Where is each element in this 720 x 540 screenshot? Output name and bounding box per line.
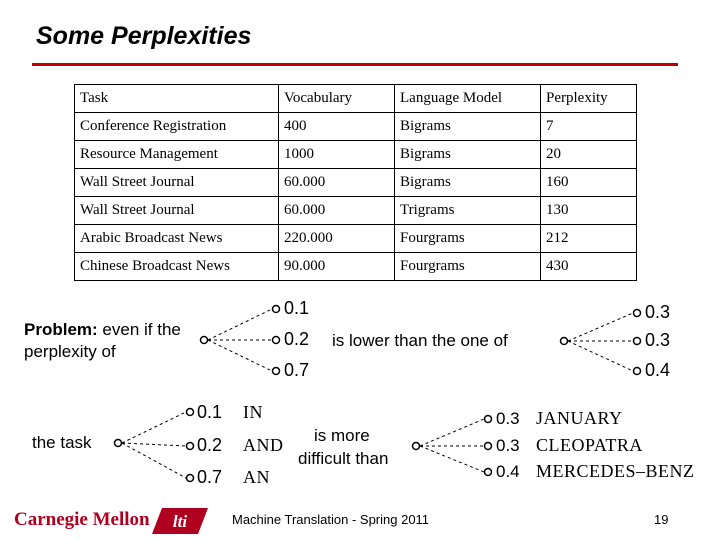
cell-task: Chinese Broadcast News: [75, 253, 279, 281]
cell-language-model: Bigrams: [395, 113, 541, 141]
cell-perplexity: 212: [541, 225, 637, 253]
node-dot: [273, 368, 280, 375]
word-option: CLEOPATRA: [536, 435, 643, 455]
word-option: AND: [243, 435, 284, 455]
cell-perplexity: 20: [541, 141, 637, 169]
cell-language-model: Bigrams: [395, 169, 541, 197]
cell-perplexity: 160: [541, 169, 637, 197]
prob-value: 0.3: [496, 409, 520, 428]
lti-logo: [150, 506, 210, 536]
cell-vocabulary: 400: [279, 113, 395, 141]
cell-language-model: Trigrams: [395, 197, 541, 225]
page-number: 19: [654, 512, 669, 527]
node-dot: [561, 338, 568, 345]
problem-line-2: perplexity of: [24, 342, 116, 361]
prob-value: 0.4: [496, 462, 520, 481]
cell-perplexity: 130: [541, 197, 637, 225]
branch-line: [420, 446, 484, 472]
prob-value: 0.3: [645, 330, 671, 350]
node-dot: [273, 337, 280, 344]
problem-label: Problem:: [24, 320, 98, 339]
prob-value: 0.3: [645, 302, 671, 322]
prob-value: 0.4: [645, 360, 671, 380]
start-label: the task: [32, 433, 92, 452]
branch-line: [122, 443, 186, 478]
comparison-line-2: difficult than: [298, 449, 389, 468]
prob-value: 0.7: [197, 467, 223, 487]
word-option: AN: [243, 467, 270, 487]
prob-value: 0.7: [284, 360, 310, 380]
branch-line: [420, 419, 484, 446]
node-dot: [485, 469, 492, 476]
prob-value: 0.1: [284, 298, 310, 318]
cell-vocabulary: 90.000: [279, 253, 395, 281]
word-option: JANUARY: [536, 408, 623, 428]
cell-vocabulary: 60.000: [279, 197, 395, 225]
cell-task: Conference Registration: [75, 113, 279, 141]
branch-line: [568, 341, 633, 371]
node-dot: [273, 306, 280, 313]
cell-vocabulary: 1000: [279, 141, 395, 169]
node-dot: [634, 310, 641, 317]
word-option: IN: [243, 402, 263, 422]
cell-task: Wall Street Journal: [75, 197, 279, 225]
cell-task: Resource Management: [75, 141, 279, 169]
comparison-text: is lower than the one of: [332, 331, 508, 350]
node-dot: [413, 443, 420, 450]
node-dot: [201, 337, 208, 344]
comparison-line-1: is more: [314, 426, 370, 445]
prob-value: 0.1: [197, 402, 223, 422]
header-perplexity: Perplexity: [541, 85, 637, 113]
carnegie-mellon-logo: Carnegie Mellon: [14, 509, 150, 530]
branch-line: [208, 340, 272, 371]
prob-value: 0.2: [284, 329, 310, 349]
node-dot: [187, 475, 194, 482]
branch-line: [208, 309, 272, 340]
header-vocabulary: Vocabulary: [279, 85, 395, 113]
cell-language-model: Fourgrams: [395, 225, 541, 253]
node-dot: [187, 409, 194, 416]
branch-line: [122, 412, 186, 443]
node-dot: [634, 338, 641, 345]
cell-perplexity: 7: [541, 113, 637, 141]
prob-value: 0.3: [496, 436, 520, 455]
slide-title: Some Perplexities: [36, 22, 252, 50]
word-option: MERCEDES–BENZ: [536, 461, 695, 481]
node-dot: [634, 368, 641, 375]
lti-logo-text: lti: [172, 512, 188, 531]
header-language-model: Language Model: [395, 85, 541, 113]
cell-perplexity: 430: [541, 253, 637, 281]
cell-language-model: Bigrams: [395, 141, 541, 169]
cell-vocabulary: 220.000: [279, 225, 395, 253]
cell-vocabulary: 60.000: [279, 169, 395, 197]
problem-line-1: [24, 320, 181, 340]
node-dot: [485, 443, 492, 450]
problem-text: even if the: [97, 320, 181, 339]
footer-course-title: Machine Translation - Spring 2011: [232, 512, 430, 527]
cell-task: Arabic Broadcast News: [75, 225, 279, 253]
cell-language-model: Fourgrams: [395, 253, 541, 281]
node-dot: [187, 443, 194, 450]
branch-line: [122, 443, 186, 446]
node-dot: [485, 416, 492, 423]
prob-value: 0.2: [197, 435, 223, 455]
branch-line: [568, 313, 633, 341]
header-task: Task: [75, 85, 279, 113]
cell-task: Wall Street Journal: [75, 169, 279, 197]
node-dot: [115, 440, 122, 447]
